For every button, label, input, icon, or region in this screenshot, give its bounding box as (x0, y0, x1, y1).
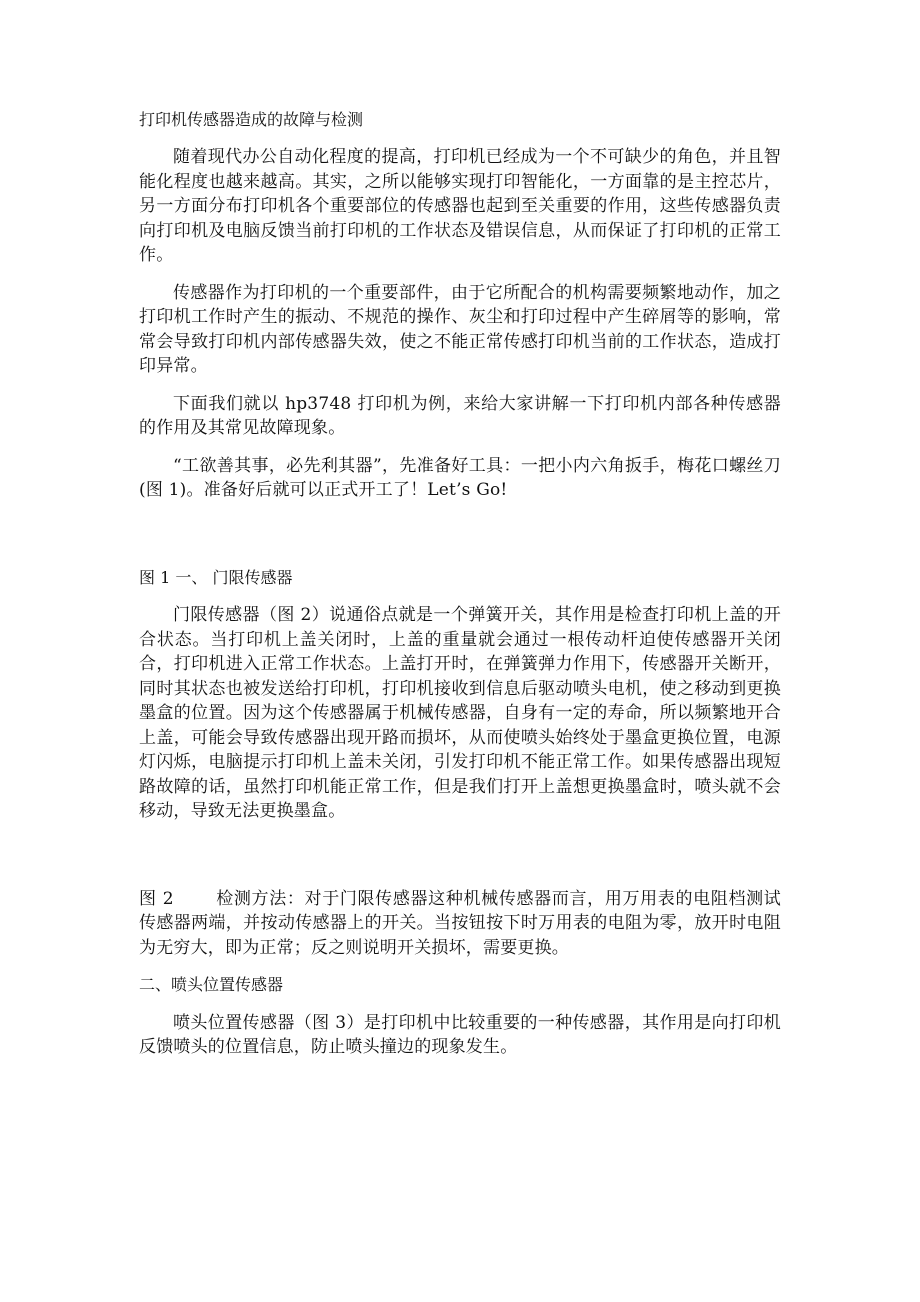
figure-2-space (139, 837, 781, 887)
detection-method-text: 检测方法：对于门限传感器这种机械传感器而言，用万用表的电阻档测试传感器两端，并按动传感器上的开关。当按钮按下时万用表的电阻为零，放开时电阻为无穷大，即为正常；反之则说明开关损坏，需要更换。 (139, 888, 781, 958)
intro-paragraph-1: 随着现代办公自动化程度的提高，打印机已经成为一个不可缺少的角色，并且智能化程度也越来越高。其实，之所以能够实现打印智能化，一方面靠的是主控芯片，另一方面分布打印机各个重要部位的传感器也起到至关重要的作用，这些传感器负责向打印机及电脑反馈当前打印机的工作状态及错误信息，从而保证了打印机的正常工作。 (139, 147, 781, 265)
intro-paragraph-2: 传感器作为打印机的一个重要部件，由于它所配合的机构需要频繁地动作，加之打印机工作时产生的振动、不规范的操作、灰尘和打印过程中产生碎屑等的影响，常常会导致打印机内部传感器失效，使之不能正常传感打印机当前的工作状态，造成打印异常。 (139, 282, 781, 376)
intro-paragraph-3: 下面我们就以 hp3748 打印机为例，来给大家讲解一下打印机内部各种传感器的作用及其常见故障现象。 (139, 393, 781, 438)
figure-1-space (139, 516, 781, 566)
section-1-heading: 图 1 一、 门限传感器 (139, 567, 293, 587)
document-page (139, 108, 781, 1073)
intro-paragraph-4: “工欲善其事，必先利其器”，先准备好工具：一把小内六角扳手，梅花口螺丝刀(图 1)。准备好后就可以正式开工了！Let’s Go! (139, 455, 781, 500)
section-2-heading: 二、喷头位置传感器 (139, 975, 284, 994)
figure-2-caption-paragraph (139, 887, 781, 961)
section-1-paragraph: 门限传感器（图 2）说通俗点就是一个弹簧开关，其作用是检查打印机上盖的开合状态。当打印机上盖关闭时，上盖的重量就会通过一根传动杆迫使传感器开关闭合，打印机进入正常工作状态。上盖打开时，在弹簧弹力作用下，传感器开关断开，同时其状态也被发送给打印机，打印机接收到信息后驱动喷头电机，使之移动到更换墨盒的位置。因为这个传感器属于机械传感器，自身有一定的寿命，所以频繁地开合上盖，可能会导致传感器出现开路而损坏，从而使喷头始终处于墨盒更换位置，电源灯闪烁，电脑提示打印机上盖未关闭，引发打印机不能正常工作。如果传感器出现短路故障的话，虽然打印机能正常工作，但是我们打开上盖想更换墨盒时，喷头就不会移动，导致无法更换墨盒。 (139, 605, 781, 821)
document-title: 打印机传感器造成的故障与检测 (139, 110, 364, 129)
figure-2-label: 图 2 (139, 888, 174, 909)
section-2-paragraph: 喷头位置传感器（图 3）是打印机中比较重要的一种传感器，其作用是向打印机反馈喷头的位置信息，防止喷头撞边的现象发生。 (139, 1012, 781, 1057)
